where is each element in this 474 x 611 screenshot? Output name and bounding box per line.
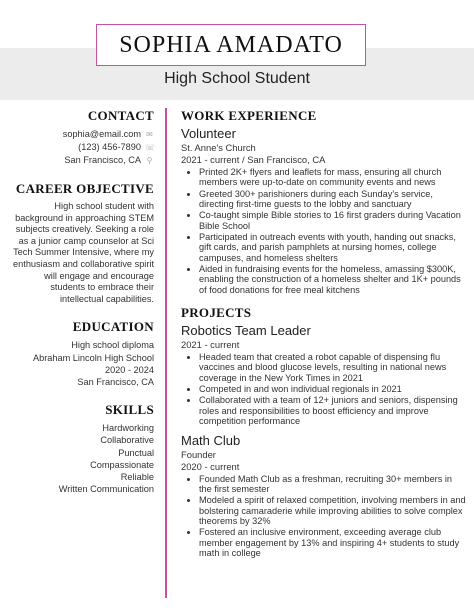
location-text: San Francisco, CA: [64, 155, 141, 165]
skill-item: Collaborative: [100, 435, 154, 446]
experience-heading: WORK EXPERIENCE: [181, 108, 317, 123]
job-meta: [181, 154, 466, 166]
left-column: [10, 108, 154, 495]
skill-item: Reliable: [120, 471, 154, 482]
projects-heading: PROJECTS: [181, 305, 252, 321]
contact-heading: CONTACT: [87, 108, 154, 123]
education-section: [10, 319, 154, 388]
education-dates: 2020 - 2024: [104, 364, 154, 375]
column-divider: [165, 108, 167, 598]
name-box: [96, 24, 366, 66]
job-location: San Francisco, CA: [247, 154, 326, 165]
contact-email: [10, 128, 154, 141]
skill-item: Written Communication: [58, 484, 154, 495]
list-item: • Competed in and won individual regionals in 2021: [199, 384, 466, 394]
objective-section: [10, 181, 154, 305]
contact-phone: [10, 141, 154, 154]
objective-heading: CAREER OBJECTIVE: [15, 181, 154, 196]
right-column: [181, 108, 466, 559]
education-heading: EDUCATION: [72, 319, 154, 335]
job-org: St. Anne's Church: [181, 142, 256, 153]
list-item: • Participated in outreach events with youth, handing out snacks, gift cards, and parish pamphlets at nursing homes, college campuses, and homeless shelters: [199, 232, 466, 263]
contact-section: [10, 108, 154, 167]
contact-location: [10, 154, 154, 167]
education-degree: High school diploma: [71, 340, 154, 351]
envelope-icon: ✉: [146, 130, 153, 139]
job-meta-separator: /: [241, 154, 248, 165]
project-title: Robotics Team Leader: [181, 323, 311, 339]
skill-item: Punctual: [118, 447, 154, 458]
job-bullets: [181, 167, 466, 295]
phone-text[interactable]: (123) 456-7890: [78, 142, 141, 152]
candidate-name: SOPHIA AMADATO: [119, 31, 343, 58]
candidate-title: High School Student: [164, 70, 310, 87]
list-item: • Fostered an inclusive environment, exceeding average club member engagement by 13% and inspiring 4+ students to study math in college: [199, 527, 466, 558]
list-item: • Headed team that created a robot capable of dispensing flu vaccines and blood glucose levels, resulting in national news coverage in the New York Times in 2021: [199, 352, 466, 383]
job-dates: 2021 - current: [181, 154, 240, 165]
project-bullets: [181, 352, 466, 426]
list-item: • Greeted 300+ parishioners during each Sunday's service, directing first-time guests to the lobby and sanctuary: [199, 189, 466, 210]
map-pin-icon: ⚲: [146, 156, 153, 165]
projects-section: [181, 305, 466, 558]
project-bullets: [181, 474, 466, 559]
list-item: • Co-taught simple Bible stories to 16 first graders during Vacation Bible School: [199, 210, 466, 231]
education-school: Abraham Lincoln High School: [32, 352, 154, 363]
project-dates: 2021 - current: [181, 339, 240, 351]
job-title: Volunteer: [181, 126, 236, 141]
list-item: • Founded Math Club as a freshman, recruiting 30+ members in the first semester: [199, 474, 466, 495]
experience-section: [181, 108, 466, 295]
project-dates: 2020 - current: [181, 460, 240, 472]
list-item: • Aided in fundraising events for the homeless, amassing $300K, enabling the construction of a homeless shelter and 1K+ pounds of food donations for free meal kitchens: [199, 264, 466, 295]
phone-icon: ☏: [145, 143, 156, 152]
list-item: • Modeled a spirit of relaxed competition, involving members in and bolstering camaraderie while improving abilities to solve complex theorems by 32%: [199, 495, 466, 526]
project-title: Math Club: [181, 432, 241, 448]
project-role: Founder: [181, 448, 216, 460]
skill-item: Hardworking: [102, 423, 154, 434]
skill-item: Compassionate: [90, 459, 154, 470]
skills-heading: SKILLS: [105, 402, 154, 418]
list-item: • Printed 2K+ flyers and leaflets for mass, ensuring all church members were up-to-date on community events and news: [199, 167, 466, 188]
education-location: San Francisco, CA: [77, 376, 154, 387]
email-text[interactable]: sophia@email.com: [62, 129, 141, 139]
objective-text: High school student with background in approaching STEM subjects creatively. Seeking a role as a junior camp counselor at Sci Tech Summer Intensive, where my enthusiasm and collaborative spirit will engage and encourage students to embrace their intellectual capabilities.: [13, 201, 154, 304]
skills-section: [10, 402, 154, 495]
list-item: • Collaborated with a team of 12+ juniors and seniors, dispensing roles and responsibilities to boost efficiency and improve competition performance: [199, 395, 466, 426]
